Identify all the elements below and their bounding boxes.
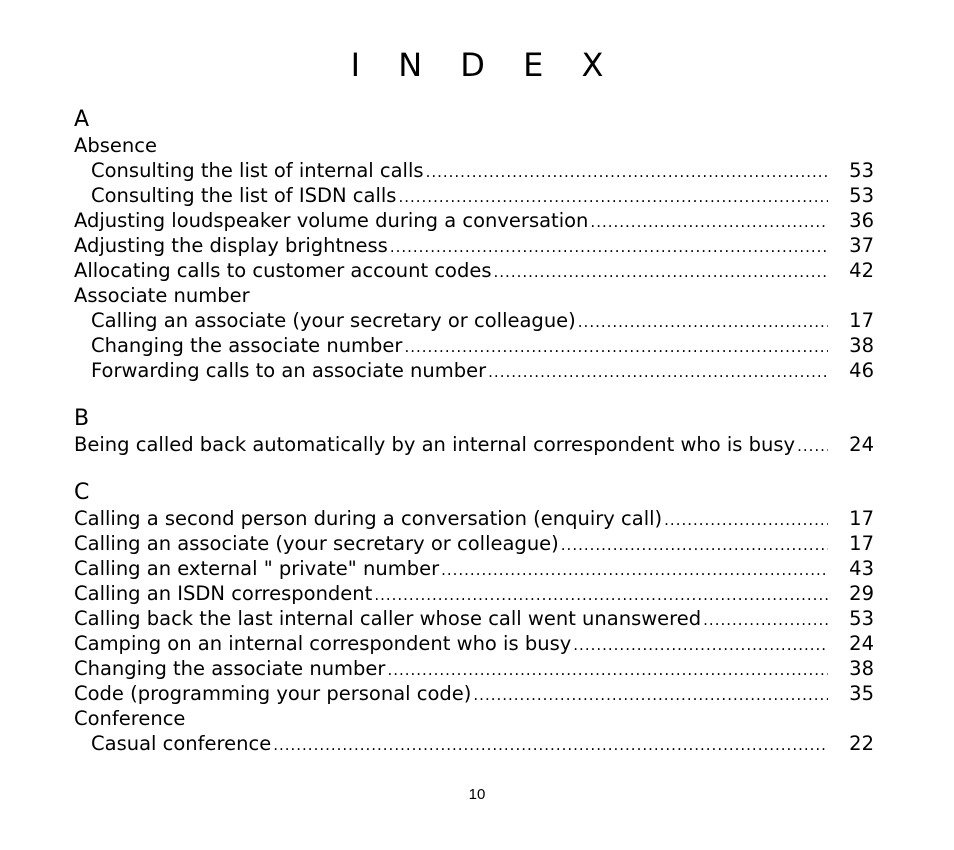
entry-text: Adjusting loudspeaker volume during a conversation <box>74 209 589 232</box>
entry-page: 17 <box>849 309 874 332</box>
index-entry <box>74 233 874 258</box>
leader-dots <box>473 683 828 706</box>
index-heading: Associate number <box>74 284 250 307</box>
entry-page: 42 <box>849 259 874 282</box>
entry-page: 35 <box>849 682 874 705</box>
index-entry <box>74 333 874 358</box>
page-number: 10 <box>468 786 486 803</box>
leader-dots <box>387 658 828 681</box>
index-heading: Conference <box>74 707 186 730</box>
index-entry <box>74 556 874 581</box>
entry-page: 37 <box>849 234 874 257</box>
entry-page: 24 <box>849 632 874 655</box>
index-entry <box>74 432 874 457</box>
leader-dots <box>398 185 828 208</box>
entry-text: Changing the associate number <box>74 657 386 680</box>
entry-text: Consulting the list of ISDN calls <box>91 184 397 207</box>
index-heading: Absence <box>74 134 157 157</box>
entry-text: Changing the associate number <box>91 334 403 357</box>
entry-text: Allocating calls to customer account codes <box>74 259 492 282</box>
section-letter: C <box>74 480 90 505</box>
leader-dots <box>797 434 828 457</box>
index-entry <box>74 606 874 631</box>
leader-dots <box>578 310 828 333</box>
entry-page: 53 <box>849 607 874 630</box>
leader-dots <box>590 210 828 233</box>
index-entry <box>74 506 874 531</box>
entry-text: Calling an associate (your secretary or colleague) <box>91 309 576 332</box>
leader-dots <box>273 733 828 756</box>
index-entry <box>74 581 874 606</box>
entry-text: Calling a second person during a conversation (enquiry call) <box>74 507 663 530</box>
section-letter: A <box>74 107 90 132</box>
index-entry <box>74 531 874 556</box>
entry-page: 22 <box>849 732 874 755</box>
index-entry <box>74 358 874 383</box>
entry-page: 29 <box>849 582 874 605</box>
index-entry <box>74 681 874 706</box>
leader-dots <box>573 633 828 656</box>
index-entry <box>74 631 874 656</box>
entry-page: 24 <box>849 433 874 456</box>
leader-dots <box>441 558 828 581</box>
entry-page: 53 <box>849 159 874 182</box>
page-title: I N D E X <box>350 46 618 84</box>
entry-page: 53 <box>849 184 874 207</box>
index-entry <box>74 731 874 756</box>
entry-page: 46 <box>849 359 874 382</box>
entry-text: Casual conference <box>91 732 272 755</box>
entry-page: 17 <box>849 532 874 555</box>
entry-text: Forwarding calls to an associate number <box>91 359 487 382</box>
entry-page: 38 <box>849 657 874 680</box>
leader-dots <box>374 583 828 606</box>
entry-text: Camping on an internal correspondent who is busy <box>74 632 572 655</box>
entry-page: 36 <box>849 209 874 232</box>
leader-dots <box>426 160 828 183</box>
leader-dots <box>404 335 828 358</box>
leader-dots <box>390 235 828 258</box>
entry-page: 38 <box>849 334 874 357</box>
index-entry <box>74 308 874 333</box>
index-entry <box>74 208 874 233</box>
entry-text: Consulting the list of internal calls <box>91 159 424 182</box>
index-entry <box>74 258 874 283</box>
leader-dots <box>488 360 828 383</box>
entry-text: Calling back the last internal caller whose call went unanswered <box>74 607 702 630</box>
entry-text: Calling an external " private" number <box>74 557 440 580</box>
index-entry <box>74 183 874 208</box>
entry-text: Adjusting the display brightness <box>74 234 388 257</box>
entry-page: 17 <box>849 507 874 530</box>
leader-dots <box>664 508 828 531</box>
entry-text: Calling an associate (your secretary or colleague) <box>74 532 559 555</box>
index-entry <box>74 158 874 183</box>
leader-dots <box>494 260 828 283</box>
index-list <box>74 106 874 756</box>
leader-dots <box>561 533 828 556</box>
entry-text: Code (programming your personal code) <box>74 682 472 705</box>
leader-dots <box>703 608 828 631</box>
entry-page: 43 <box>849 557 874 580</box>
index-entry <box>74 656 874 681</box>
entry-text: Calling an ISDN correspondent <box>74 582 373 605</box>
section-letter: B <box>74 406 90 431</box>
entry-text: Being called back automatically by an internal correspondent who is busy <box>74 433 796 456</box>
